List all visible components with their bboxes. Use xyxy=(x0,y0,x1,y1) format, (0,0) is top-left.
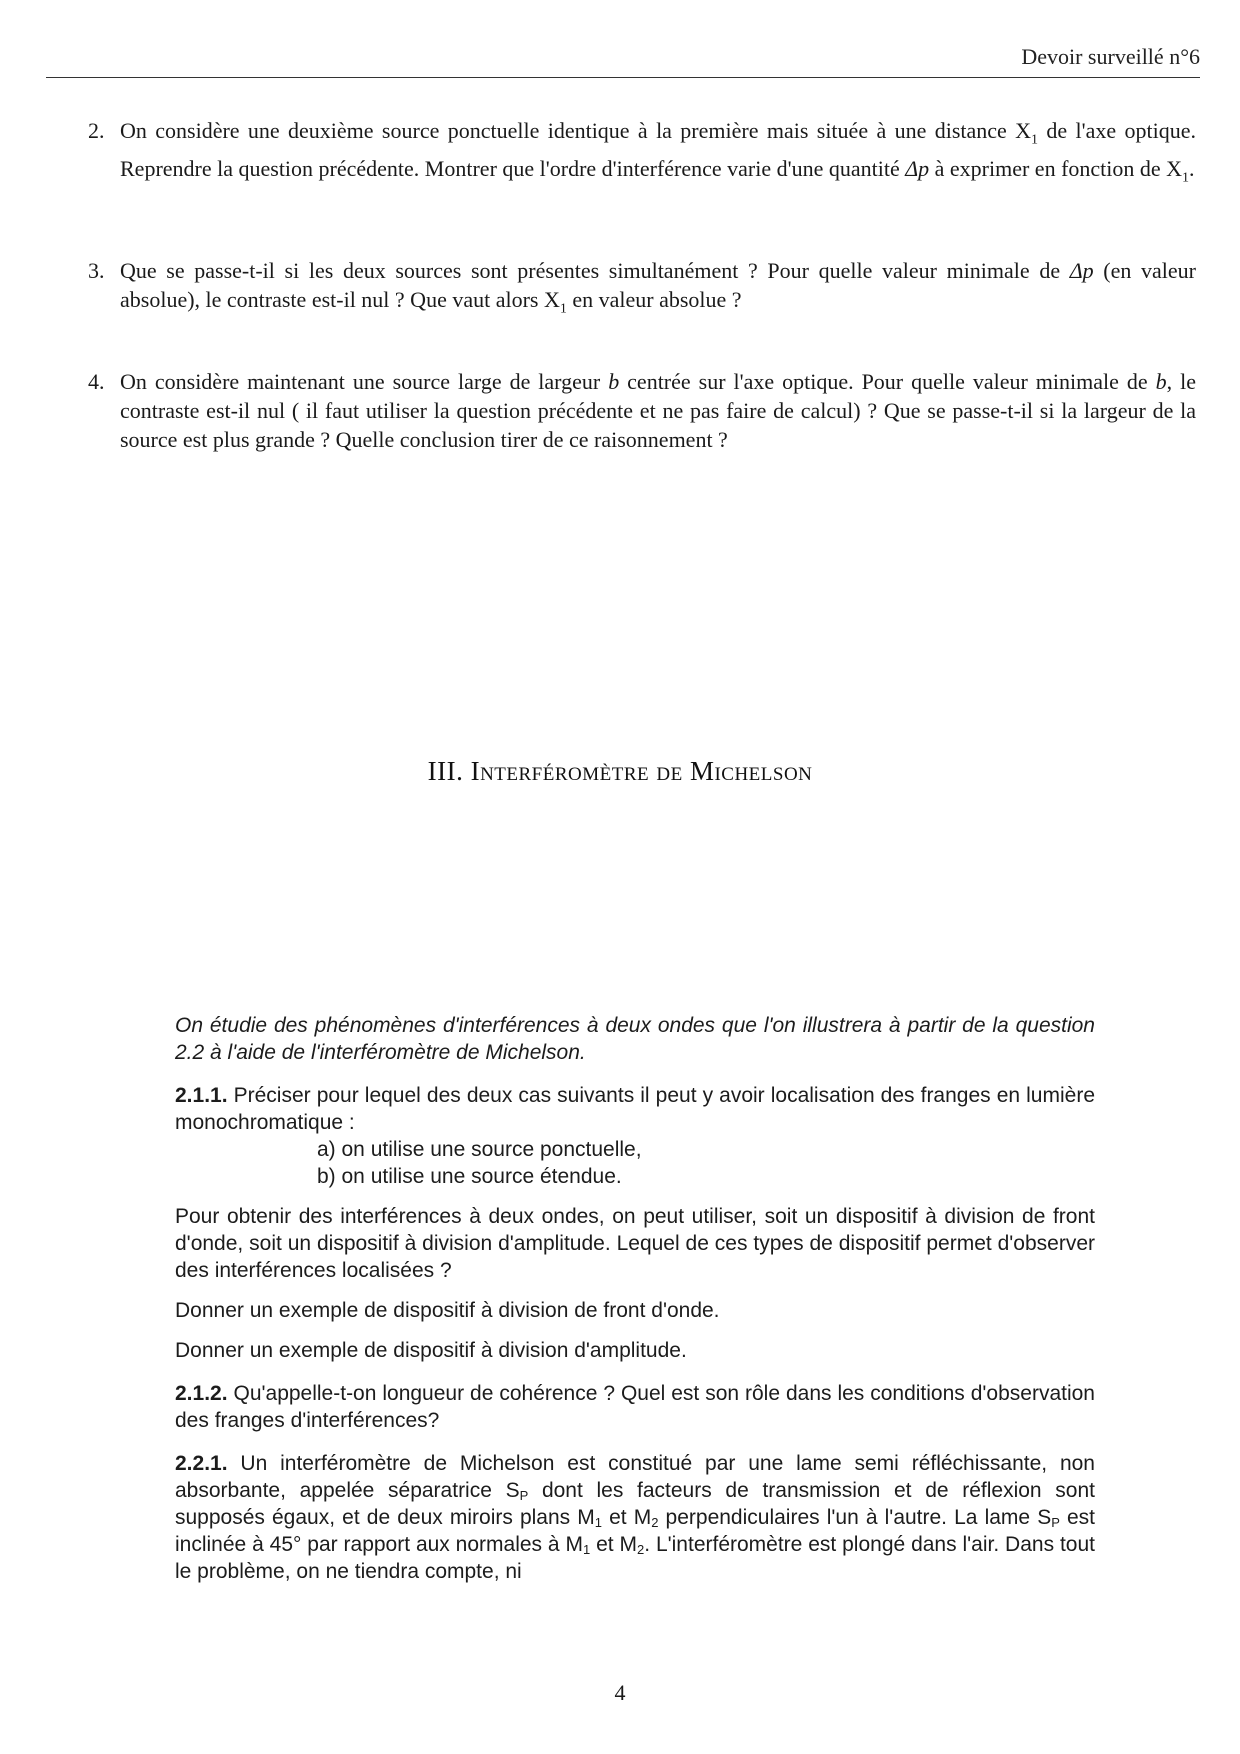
page-number: 4 xyxy=(614,1680,626,1705)
option-a: a) on utilise une source ponctuelle, xyxy=(317,1138,642,1161)
example-front-wave: Donner un exemple de dispositif à division de front d'onde. xyxy=(175,1299,720,1322)
section-numeral: III. xyxy=(427,756,464,786)
option-b: b) on utilise une source étendue. xyxy=(317,1165,622,1188)
example-amplitude: Donner un exemple de dispositif à division d'amplitude. xyxy=(175,1339,687,1362)
section-heading: Interféromètre de Michelson xyxy=(470,756,813,786)
question-text: On considère maintenant une source large de largeur b centrée sur l'axe optique. Pour quelle valeur minimale de b, le contraste est-il nul ( il faut utiliser la question précédente et ne pas faire de calcul) ? Que se passe-t-il si la largeur de la source est plus grande ? Quelle conclusion tirer de ce raisonnement ? xyxy=(120,369,1196,452)
question-2 xyxy=(88,116,1196,193)
question-2-1-1: 2.1.1. Préciser pour lequel des deux cas suivants il peut y avoir localisation des franges en lumière monochromatique : xyxy=(175,1084,1095,1134)
division-paragraph: Pour obtenir des interférences à deux ondes, on peut utiliser, soit un dispositif à division de front d'onde, soit un dispositif à division d'amplitude. Lequel de ces types de dispositif permet d'observer des interférences localisées ? xyxy=(175,1205,1095,1282)
question-number: 3. xyxy=(88,258,105,283)
question-number: 4. xyxy=(88,369,105,394)
question-number: 2. xyxy=(88,118,105,143)
question-3 xyxy=(88,256,1196,323)
header-title: Devoir surveillé n°6 xyxy=(1021,44,1200,69)
section-title xyxy=(0,756,1240,787)
scan-intro: On étudie des phénomènes d'interférences à deux ondes que l'on illustrera à partir de la question 2.2 à l'aide de l'interféromètre de Michelson. xyxy=(175,1014,1095,1064)
header-rule xyxy=(46,77,1200,78)
question-text: Que se passe-t-il si les deux sources sont présentes simultanément ? Pour quelle valeur minimale de Δp (en valeur absolue), le contraste est-il nul ? Que vaut alors $X_1$ en valeur absolue ? xyxy=(120,258,1197,317)
question-4 xyxy=(88,367,1196,454)
scanned-excerpt xyxy=(175,1012,1095,1585)
question-2-2-1: 2.2.1. Un interféromètre de Michelson est constitué par une lame semi réfléchissante, non absorbante, appelée séparatrice $S_P$ dont les facteurs de transmission et de réflexion sont supposés égaux, et de deux miroirs plans $M_1$ et $M_2$ perpendiculaires l'un à l'autre. La lame $S_P$ est inclinée à 45° par rapport aux normales à $M_1$ et $M_2$. L'interféromètre est plongé dans l'air. Dans tout le problème, on ne tiendra compte, ni xyxy=(175,1452,1095,1583)
question-text: On considère une deuxième source ponctuelle identique à la première mais située à une distance $X_1$ de l'axe optique. Reprendre la question précédente. Montrer que l'ordre d'interférence varie d'une quantité Δp à exprimer en fonction de $X_1$. xyxy=(120,118,1197,186)
question-2-1-2: 2.1.2. Qu'appelle-t-on longueur de cohérence ? Quel est son rôle dans les conditions d'observation des franges d'interférences? xyxy=(175,1382,1095,1432)
